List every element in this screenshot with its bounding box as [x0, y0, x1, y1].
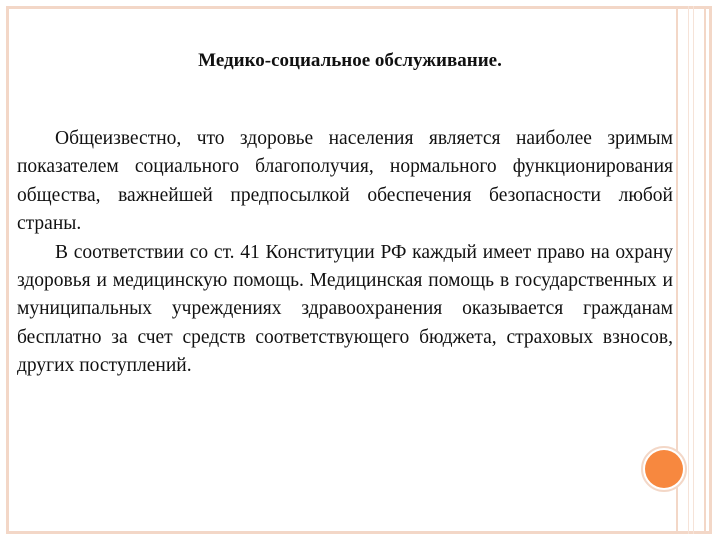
decorative-orange-circle-icon	[645, 450, 683, 488]
decorative-side-bar-inner	[688, 6, 694, 534]
paragraph-2: В соответствии со ст. 41 Конституции РФ каждый имеет право на охрану здоровья и медицинскую помощь. Медицинская помощь в государственных и муниципальных учреждениях здравоохранения оказывается гражданам бесплатно за счет средств соответствующего бюджета, страховых взносов, других поступлений.	[17, 241, 673, 377]
paragraph-1: Общеизвестно, что здоровье населения является наиболее зримым показателем социального благополучия, нормального функционирования общества, важнейшей предпосылкой обеспечения безопасности любой страны.	[17, 128, 673, 235]
slide-body	[17, 125, 673, 381]
slide-title: Медико-социальное обслуживание.	[198, 50, 502, 71]
